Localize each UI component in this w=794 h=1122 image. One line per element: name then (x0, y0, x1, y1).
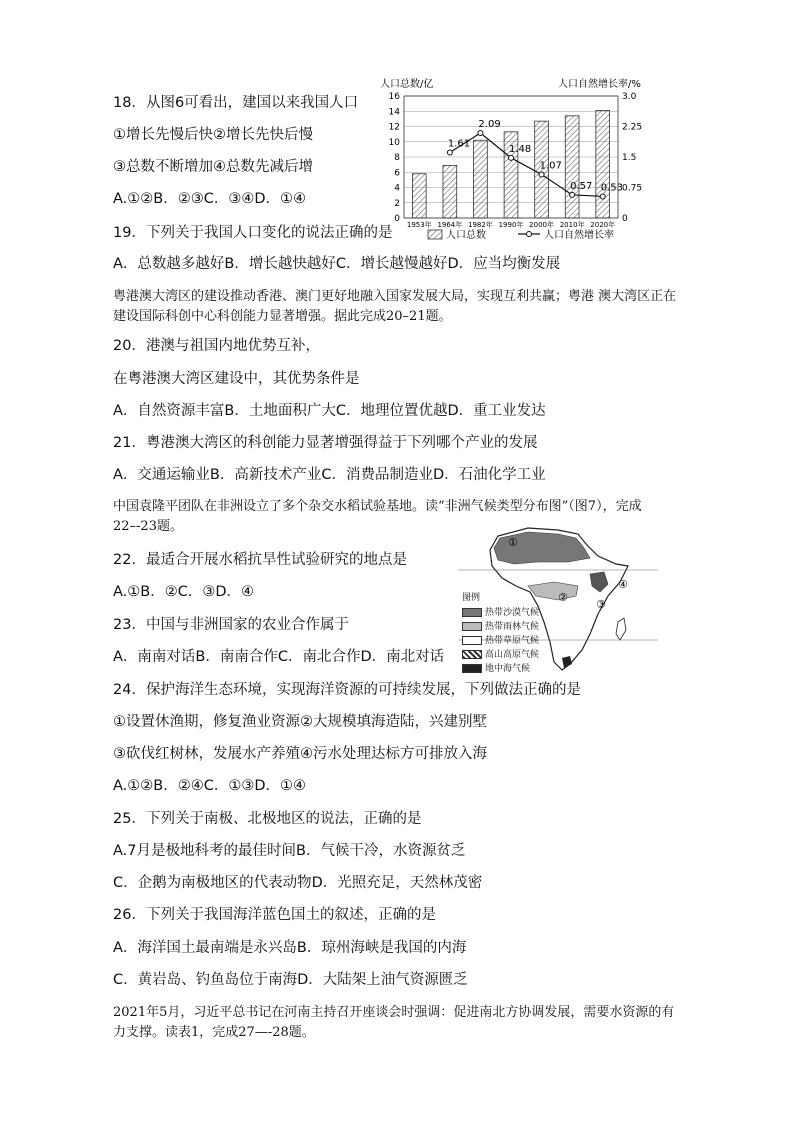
x-tick: 2000年 (529, 221, 554, 229)
legend-label-growth: 人口自然增长率 (544, 230, 614, 241)
legend-swatch (462, 608, 482, 617)
legend-item-savanna: 热带草原气候 (462, 633, 539, 646)
q23-choices: A．南南对话B．南南合作C．南北合作D．南北对话 (113, 649, 445, 665)
q18-options-2: ③总数不断增加④总数先减后增 (113, 159, 313, 175)
map-marker-4: ④ (618, 578, 628, 591)
q20-stem: 20．港澳与祖国内地优势互补， (113, 338, 320, 354)
bar (443, 165, 457, 218)
material-2: 中国袁隆平团队在非洲设立了多个杂交水稻试验基地。读“非洲气候类型分布图”（图7），完成22–-23题。 (113, 499, 642, 534)
legend-item-rainforest: 热带雨林气候 (462, 619, 539, 632)
q25-stem: 25．下列关于南极、北极地区的说法，正确的是 (113, 811, 422, 827)
legend-label-population: 人口总数 (446, 230, 486, 241)
x-tick: 1982年 (468, 221, 493, 229)
data-label: 1.48 (509, 143, 532, 155)
data-label: 1.61 (447, 138, 471, 150)
q24-options-2: ③砍伐红树林，发展水产养殖④污水处理达标方可排放入海 (113, 746, 487, 762)
q26-choices-1: A．海洋国土最南端是永兴岛B．琼州海峡是我国的内海 (113, 940, 467, 956)
growth-rate-point (539, 172, 544, 177)
bar (474, 140, 488, 218)
legend-item-highland: 高山高原气候 (462, 647, 539, 660)
x-tick: 2010年 (559, 221, 585, 229)
y-tick-left: 6 (394, 168, 400, 179)
q22-stem: 22．最适合开展水稻抗旱性试验研究的地点是 (113, 552, 407, 568)
bar (565, 116, 579, 218)
y-tick-left: 10 (388, 137, 400, 148)
q21-choices: A．交通运输业B．高新技术产业C．消费品制造业D．石油化学工业 (113, 467, 546, 483)
map-marker-1: ① (508, 536, 518, 549)
legend-swatch (462, 650, 482, 659)
x-tick: 1990年 (498, 221, 524, 229)
q26-choices-2: C．黄岩岛、钓鱼岛位于南海D．大陆架上油气资源匮乏 (113, 972, 468, 988)
q22-choices: A.①B．②C．③D．④ (113, 584, 255, 600)
population-chart (368, 78, 668, 248)
y-tick-right: 0.75 (622, 183, 643, 194)
q20-stem-2: 在粤港澳大湾区建设中，其优势条件是 (113, 371, 360, 387)
x-tick: 1964年 (437, 221, 463, 229)
legend-swatch (462, 636, 482, 645)
y-tick-right: 1.5 (622, 153, 637, 163)
map-marker-3: ③ (596, 598, 606, 611)
data-label: 2.09 (478, 119, 501, 131)
legend-swatch (462, 622, 482, 631)
legend-line-marker (527, 232, 532, 237)
x-tick: 1953年 (406, 221, 432, 229)
y-tick-left: 12 (388, 122, 400, 133)
madagascar (616, 618, 626, 640)
q19-choices: A．总数越多越好B．增长越快越好C．增长越慢越好D．应当均衡发展 (113, 256, 561, 272)
growth-rate-point (600, 194, 605, 199)
data-label: 0.53 (600, 182, 623, 194)
q21-stem: 21．粤港澳大湾区的科创能力显著增强得益于下列哪个产业的发展 (113, 435, 538, 451)
y-tick-left: 4 (394, 183, 400, 194)
q24-choices: A.①②B．②④C．①③D．①④ (113, 778, 307, 794)
map-marker-2: ② (558, 591, 568, 604)
bar (412, 174, 426, 218)
y-tick-right: 0 (622, 214, 628, 224)
map-legend-title: 图例 (462, 593, 481, 603)
y-tick-right: 3.0 (622, 92, 637, 102)
q20-choices: A．自然资源丰富B．土地面积广大C．地理位置优越D．重工业发达 (113, 403, 546, 419)
growth-rate-point (478, 131, 483, 136)
material-3: 2021年5月，习近平总书记在河南主持召开座谈会时强调：促进南北方协调发展，需要水资源的有力支撑。读表1，完成27—-28题。 (113, 1005, 675, 1040)
legend-bar-swatch (428, 230, 442, 239)
data-label: 1.07 (539, 160, 562, 172)
chart-ylabel-right: 人口自然增长率/% (558, 79, 641, 90)
q25-choices-2: C．企鹅为南极地区的代表动物D．光照充足，天然林茂密 (113, 875, 483, 891)
q18-options-1: ①增长先慢后快②增长先快后慢 (113, 127, 313, 143)
q18-stem: 18．从图6可看出，建国以来我国人口 (113, 95, 359, 111)
q18-choices: A.①②B．②③C．③④D．①④ (113, 191, 307, 207)
y-tick-left: 2 (394, 198, 400, 209)
legend-swatch (462, 664, 482, 673)
growth-rate-point (570, 192, 575, 197)
legend-item-mediterranean: 地中海气候 (462, 661, 530, 674)
x-tick: 2020年 (590, 221, 616, 229)
growth-rate-point (509, 155, 514, 160)
y-tick-left: 8 (394, 153, 400, 163)
chart-ylabel-left: 人口总数/亿 (380, 79, 434, 90)
q24-options-1: ①设置休渔期，修复渔业资源②大规模填海造陆，兴建别墅 (113, 714, 487, 730)
q26-stem: 26．下列关于我国海洋蓝色国土的叙述，正确的是 (113, 907, 436, 923)
data-label: 0.57 (570, 180, 593, 192)
q24-stem: 24．保护海洋生态环境，实现海洋资源的可持续发展，下列做法正确的是 (113, 682, 581, 698)
y-tick-left: 16 (388, 92, 400, 102)
y-tick-right: 2.25 (622, 122, 643, 133)
legend-item-desert: 热带沙漠气候 (462, 605, 539, 618)
q23-stem: 23．中国与非洲国家的农业合作属于 (113, 617, 349, 633)
q25-choices-1: A.7月是极地科考的最佳时间B．气候干冷，水资源贫乏 (113, 843, 466, 859)
bar (596, 110, 610, 218)
material-1: 粤港澳大湾区的建设推动香港、澳门更好地融入国家发展大局，实现互利共赢；粤港 澳大湾区正在建设国际科创中心科创能力显著增强。据此完成20–21题。 (113, 289, 677, 324)
q19-stem: 19．下列关于我国人口变化的说法正确的是 (113, 225, 393, 241)
y-tick-left: 14 (388, 107, 400, 118)
growth-rate-point (447, 150, 452, 155)
y-tick-left: 0 (394, 214, 400, 224)
